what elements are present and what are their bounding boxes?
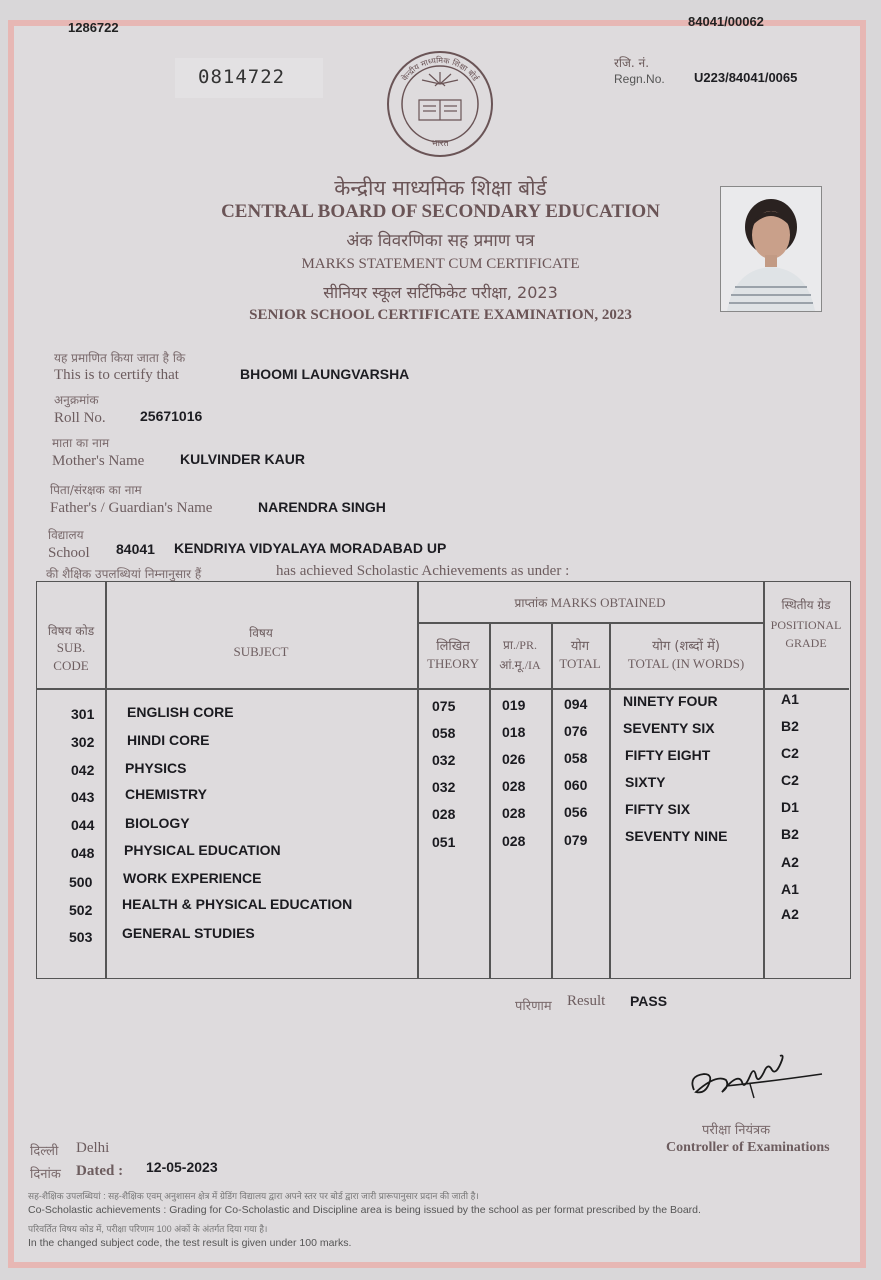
theory-marks: 075 — [432, 698, 456, 714]
total-in-words: NINETY FOUR — [623, 693, 718, 709]
place-label-hindi: दिल्ली — [30, 1144, 59, 1159]
total-marks: 058 — [564, 750, 588, 766]
positional-grade: A1 — [781, 881, 799, 897]
subject-name: PHYSICS — [125, 760, 187, 776]
subject-name: ENGLISH CORE — [127, 704, 234, 720]
serial-number: 0814722 — [198, 66, 286, 88]
subject-code: 042 — [71, 762, 95, 778]
subject-code: 301 — [71, 706, 95, 722]
total-in-words: SEVENTY SIX — [623, 720, 715, 736]
father-name: NARENDRA SINGH — [258, 499, 386, 515]
subject-code: 503 — [69, 929, 93, 945]
exam-title: SENIOR SCHOOL CERTIFICATE EXAMINATION, 2023 — [249, 307, 632, 323]
mother-label: Mother's Name — [52, 453, 145, 469]
total-marks: 079 — [564, 832, 588, 848]
header-words-hindi: योग (शब्दों में) — [652, 639, 720, 654]
header-total-hindi: योग — [570, 639, 590, 654]
total-in-words: SEVENTY NINE — [625, 828, 728, 844]
header-subject-hindi: विषय — [249, 626, 273, 640]
header-grade-hindi: स्थितीय ग्रेड — [781, 598, 831, 612]
practical-marks: 026 — [502, 751, 526, 767]
controller-label: Controller of Examinations — [666, 1140, 830, 1155]
statement-title-hindi: अंक विवरणिका सह प्रमाण पत्र — [346, 231, 535, 251]
header-marks-hindi: प्राप्तांक — [514, 596, 548, 610]
total-marks: 076 — [564, 723, 588, 739]
header-marks-en: MARKS OBTAINED — [550, 595, 666, 610]
dated-label: Dated : — [76, 1163, 124, 1179]
practical-marks: 018 — [502, 724, 526, 740]
school-label: School — [48, 545, 90, 561]
subject-code: 502 — [69, 902, 93, 918]
total-marks: 094 — [564, 696, 588, 712]
school-label-hindi: विद्यालय — [48, 528, 84, 542]
positional-grade: A2 — [781, 854, 799, 870]
subject-code: 500 — [69, 874, 93, 890]
subject-name: HINDI CORE — [127, 732, 210, 748]
certify-label-hindi: यह प्रमाणित किया जाता है कि — [54, 351, 186, 365]
theory-marks: 058 — [432, 725, 456, 741]
header-grade: GRADE — [785, 636, 827, 650]
header-grade-positional: POSITIONAL — [770, 618, 842, 632]
candidate-name: BHOOMI LAUNGVARSHA — [240, 366, 410, 382]
header-code: CODE — [53, 658, 89, 673]
total-in-words: FIFTY EIGHT — [625, 747, 711, 763]
column-divider — [609, 622, 611, 978]
footnote-1: Co-Scholastic achievements : Grading for Co-Scholastic and Discipline area is being issued by the school as per format prescribed by the Board. — [28, 1204, 701, 1216]
mother-name: KULVINDER KAUR — [180, 451, 305, 467]
header-total: TOTAL — [559, 656, 601, 671]
header-code-sub: SUB. — [56, 640, 86, 655]
signature-icon — [680, 1050, 830, 1110]
school-code: 84041 — [116, 541, 155, 557]
footnote-hindi-1: सह-शैक्षिक उपलब्धियां : सह-शैक्षिक एवम् अनुशासन क्षेत्र में ग्रेडिंग विद्यालय द्वारा अपने स्तर पर बोर्ड द्वारा जारी प्रारूपानुसार प्रदान की जाती है। — [28, 1191, 479, 1201]
subject-name: GENERAL STUDIES — [122, 925, 255, 941]
document-number-right: 84041/00062 — [688, 14, 764, 29]
column-divider — [489, 622, 491, 978]
footnote-2: In the changed subject code, the test result is given under 100 marks. — [28, 1237, 352, 1249]
father-label-hindi: पिता/संरक्षक का नाम — [50, 483, 142, 497]
header-theory-hindi: लिखित — [436, 639, 470, 654]
person-photo-icon — [721, 187, 821, 311]
certify-label: This is to certify that — [54, 367, 179, 383]
positional-grade: C2 — [781, 772, 799, 788]
subject-name: HEALTH & PHYSICAL EDUCATION — [122, 896, 353, 912]
cbse-emblem-icon — [385, 48, 495, 160]
theory-marks: 051 — [432, 834, 456, 850]
positional-grade: D1 — [781, 799, 799, 815]
subject-code: 302 — [71, 734, 95, 750]
practical-marks: 028 — [502, 833, 526, 849]
theory-marks: 032 — [432, 779, 456, 795]
total-in-words: FIFTY SIX — [625, 801, 691, 817]
subject-code: 044 — [71, 817, 95, 833]
row-divider — [417, 622, 763, 624]
subject-code: 048 — [71, 845, 95, 861]
mother-label-hindi: माता का नाम — [52, 436, 110, 450]
emblem-bottom-text: भारत — [431, 139, 449, 149]
school-name: KENDRIYA VIDYALAYA MORADABAD UP — [174, 540, 447, 556]
theory-marks: 028 — [432, 806, 456, 822]
header-marks — [417, 594, 763, 611]
regn-label-hindi: रजि. नं. — [614, 56, 650, 70]
marks-table — [36, 581, 851, 979]
roll-label-hindi: अनुक्रमांक — [54, 393, 99, 407]
practical-marks: 028 — [502, 805, 526, 821]
issue-date: 12-05-2023 — [146, 1159, 218, 1175]
positional-grade: A2 — [781, 906, 799, 922]
practical-marks: 019 — [502, 697, 526, 713]
header-code-hindi: विषय कोड — [47, 624, 95, 638]
subject-name: PHYSICAL EDUCATION — [124, 842, 281, 858]
subject-name: CHEMISTRY — [125, 786, 207, 802]
dated-label-hindi: दिनांक — [30, 1167, 61, 1182]
header-internal-assessment: आं.मू./IA — [499, 658, 541, 672]
document-number-left: 1286722 — [68, 20, 119, 35]
practical-marks: 028 — [502, 778, 526, 794]
roll-label: Roll No. — [54, 410, 106, 426]
result-value: PASS — [630, 993, 668, 1009]
header-theory: THEORY — [427, 656, 479, 671]
achievement-label-hindi: की शैक्षिक उपलब्धियां निम्नानुसार हैं — [46, 567, 202, 581]
total-marks: 060 — [564, 777, 588, 793]
positional-grade: B2 — [781, 826, 799, 842]
result-label: Result — [567, 993, 606, 1009]
column-divider — [551, 622, 553, 978]
exam-title-hindi: सीनियर स्कूल सर्टिफिकेट परीक्षा, 2023 — [323, 283, 558, 302]
header-words: TOTAL (IN WORDS) — [627, 656, 745, 671]
roll-number: 25671016 — [140, 408, 203, 424]
achievement-label: has achieved Scholastic Achievements as under : — [276, 563, 570, 579]
father-label: Father's / Guardian's Name — [50, 500, 213, 516]
subject-name: WORK EXPERIENCE — [123, 870, 262, 886]
subject-name: BIOLOGY — [125, 815, 190, 831]
header-subject: SUBJECT — [233, 644, 289, 659]
board-name: CENTRAL BOARD OF SECONDARY EDUCATION — [221, 201, 660, 222]
positional-grade: C2 — [781, 745, 799, 761]
candidate-photo — [720, 186, 822, 312]
place-label: Delhi — [76, 1140, 110, 1156]
total-in-words: SIXTY — [625, 774, 666, 790]
positional-grade: A1 — [781, 691, 799, 707]
result-label-hindi: परिणाम — [515, 999, 552, 1014]
board-name-hindi: केन्द्रीय माध्यमिक शिक्षा बोर्ड — [334, 176, 547, 200]
regn-number: U223/84041/0065 — [694, 70, 798, 85]
positional-grade: B2 — [781, 718, 799, 734]
statement-title: MARKS STATEMENT CUM CERTIFICATE — [301, 256, 580, 272]
regn-label: Regn.No. — [614, 72, 665, 86]
controller-label-hindi: परीक्षा नियंत्रक — [702, 1123, 771, 1138]
row-divider — [37, 688, 849, 690]
footnote-hindi-2: परिवर्तित विषय कोड में, परीक्षा परिणाम 100 अंकों के अंतर्गत दिया गया है। — [28, 1224, 268, 1234]
column-divider — [105, 582, 107, 978]
total-marks: 056 — [564, 804, 588, 820]
subject-code: 043 — [71, 789, 95, 805]
emblem-top-text: केन्द्रीय माध्यमिक शिक्षा बोर्ड — [400, 55, 480, 83]
header-practical: प्रा./PR. — [503, 638, 537, 652]
theory-marks: 032 — [432, 752, 456, 768]
